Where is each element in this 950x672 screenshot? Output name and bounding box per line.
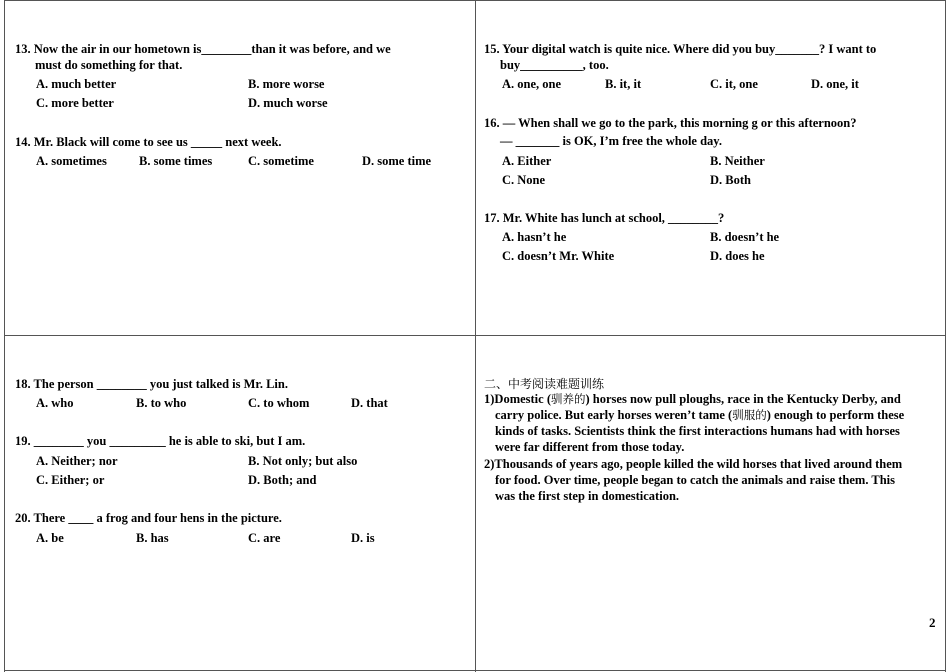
option-a: A. Either bbox=[502, 154, 552, 168]
question-text: must do something for that. bbox=[35, 58, 183, 72]
reading-paragraph-line: 1)Domestic (驯养的) horses now pull ploughs, race in the Kentucky Derby, and bbox=[484, 392, 901, 406]
option-d: D. that bbox=[351, 396, 388, 410]
option-d: D. much worse bbox=[248, 96, 328, 110]
question-text: buy__________, too. bbox=[500, 58, 609, 72]
option-d: D. Both; and bbox=[248, 473, 317, 487]
border-left bbox=[4, 0, 5, 672]
page-number: 2 bbox=[929, 615, 936, 630]
option-d: D. one, it bbox=[811, 77, 859, 91]
option-a: A. be bbox=[36, 531, 64, 545]
border-right bbox=[945, 0, 946, 672]
reading-paragraph-line: 2)Thousands of years ago, people killed the wild horses that lived around them bbox=[484, 457, 903, 471]
border-center bbox=[4, 335, 946, 336]
option-d: D. is bbox=[351, 531, 375, 545]
question-text: 18. The person ________ you just talked is Mr. Lin. bbox=[15, 377, 288, 391]
option-a: A. who bbox=[36, 396, 74, 410]
question-text: 13. Now the air in our hometown is________than it was before, and we bbox=[15, 42, 391, 56]
question-text: 17. Mr. White has lunch at school, ________? bbox=[484, 211, 725, 225]
option-c: C. Either; or bbox=[36, 473, 105, 487]
option-c: C. None bbox=[502, 173, 546, 187]
reading-heading: 二、中考阅读难题训练 bbox=[484, 377, 605, 391]
option-c: C. doesn’t Mr. White bbox=[502, 249, 615, 263]
option-a: A. much better bbox=[36, 77, 117, 91]
option-d: D. Both bbox=[710, 173, 751, 187]
option-a: A. hasn’t he bbox=[502, 230, 567, 244]
option-a: A. Neither; nor bbox=[36, 454, 118, 468]
option-d: D. some time bbox=[362, 154, 432, 168]
reading-paragraph-line: carry police. But early horses weren’t tame (驯服的) enough to perform these bbox=[495, 408, 905, 422]
border-top bbox=[4, 0, 946, 1]
reading-paragraph-line: for food. Over time, people began to catch the animals and raise them. This bbox=[495, 473, 895, 487]
option-c: C. more better bbox=[36, 96, 114, 110]
option-c: C. sometime bbox=[248, 154, 314, 168]
question-text: 15. Your digital watch is quite nice. Where did you buy_______? I want to bbox=[484, 42, 877, 56]
question-text: 14. Mr. Black will come to see us _____ next week. bbox=[15, 135, 282, 149]
reading-paragraph-line: were far different from those today. bbox=[495, 440, 685, 454]
reading-paragraph-line: kinds of tasks. Scientists think the first interactions humans had with horses bbox=[495, 424, 900, 438]
border-middle bbox=[475, 0, 476, 672]
option-c: C. it, one bbox=[710, 77, 758, 91]
option-b: B. doesn’t he bbox=[710, 230, 780, 244]
option-d: D. does he bbox=[710, 249, 765, 263]
reading-paragraph-line: was the first step in domestication. bbox=[495, 489, 680, 503]
option-c: C. are bbox=[248, 531, 281, 545]
option-b: B. to who bbox=[136, 396, 187, 410]
option-b: B. some times bbox=[139, 154, 213, 168]
option-b: B. it, it bbox=[605, 77, 642, 91]
option-a: A. sometimes bbox=[36, 154, 107, 168]
option-b: B. Neither bbox=[710, 154, 765, 168]
option-c: C. to whom bbox=[248, 396, 310, 410]
question-text: 19. ________ you _________ he is able to ski, but I am. bbox=[15, 434, 306, 448]
border-bottom bbox=[4, 670, 946, 671]
question-text: — _______ is OK, I’m free the whole day. bbox=[500, 134, 722, 148]
question-text: 16. — When shall we go to the park, this morning g or this afternoon? bbox=[484, 116, 857, 130]
option-a: A. one, one bbox=[502, 77, 562, 91]
option-b: B. has bbox=[136, 531, 169, 545]
question-text: 20. There ____ a frog and four hens in the picture. bbox=[15, 511, 282, 525]
option-b: B. Not only; but also bbox=[248, 454, 358, 468]
option-b: B. more worse bbox=[248, 77, 325, 91]
